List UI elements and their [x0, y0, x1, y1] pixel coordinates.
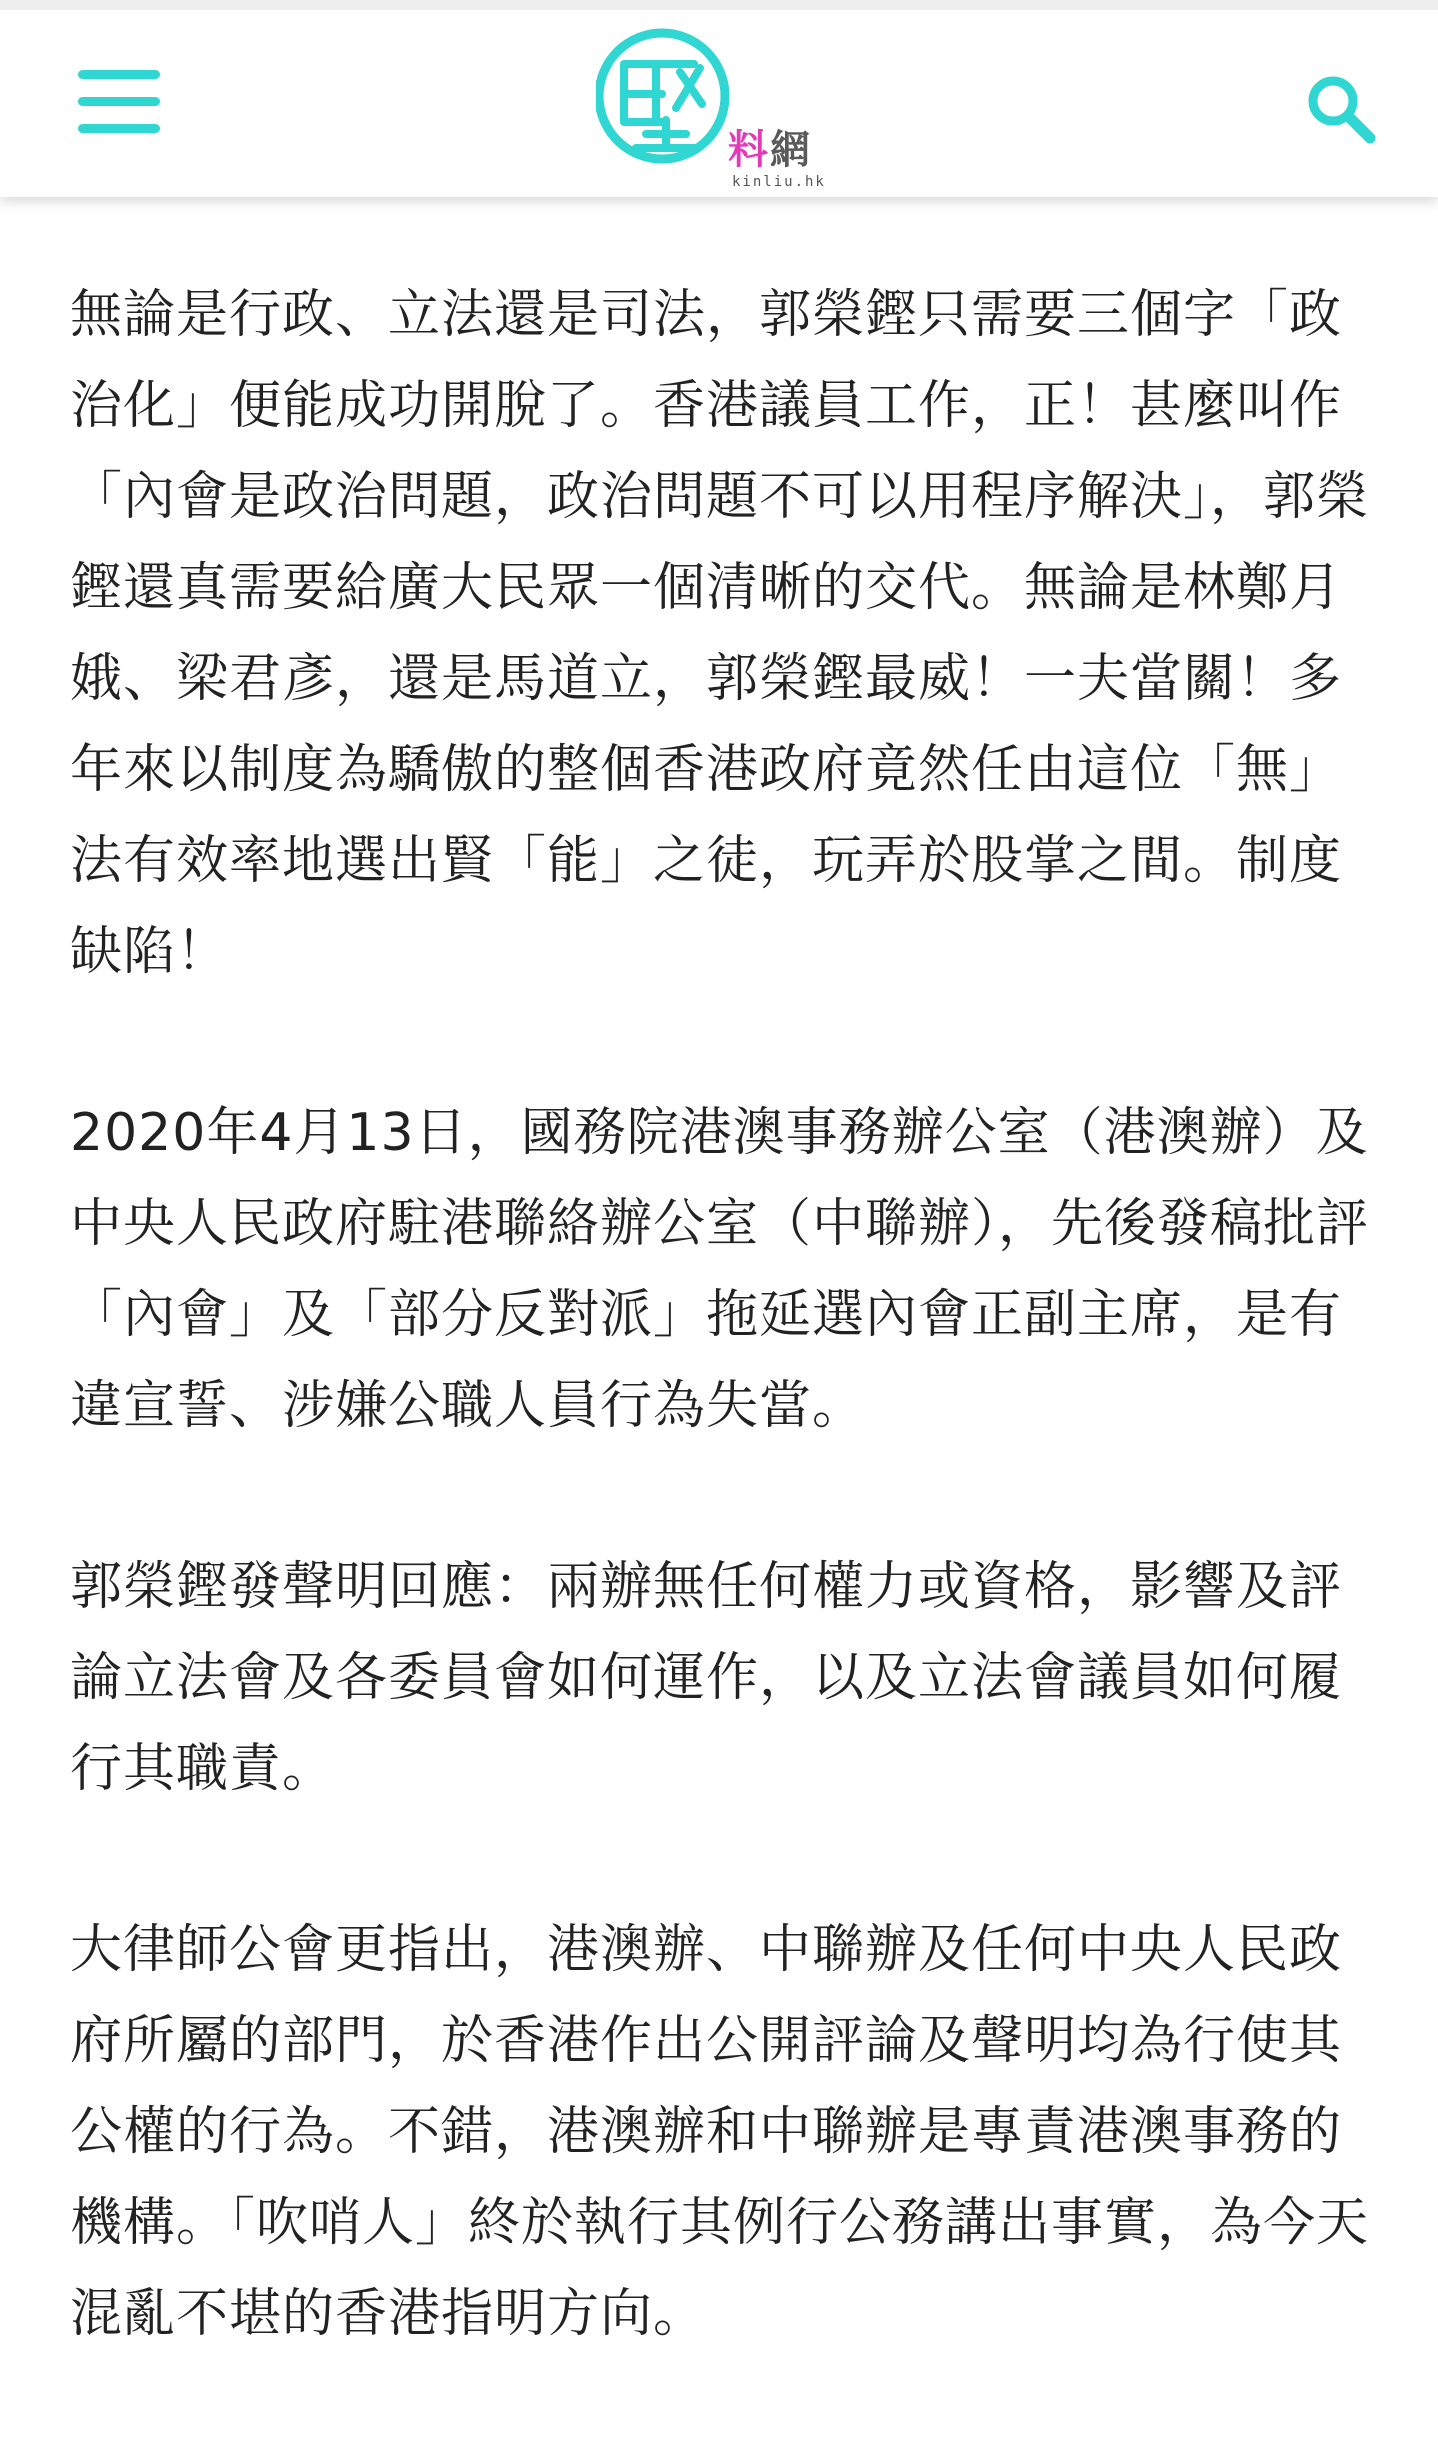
- search-icon[interactable]: [1304, 72, 1378, 146]
- logo-text-right: 網: [770, 127, 810, 173]
- article-paragraph: 大律師公會更指出，港澳辦、中聯辦及任何中央人民政府所屬的部門，於香港作出公開評論及聲明均為行使其公權的行為。不錯，港澳辦和中聯辦是專責港澳事務的機構。「吹哨人」終於執行其例行公務講出事實，為今天混亂不堪的香港指明方向。: [70, 1920, 1370, 2344]
- hamburger-menu-icon[interactable]: [78, 68, 160, 134]
- article-paragraph: 無論是行政、立法還是司法，郭榮鏗只需要三個字「政治化」便能成功開脫了。香港議員工作，正！甚麼叫作「內會是政治問題，政治問題不可以用程序解決」，郭榮鏗還真需要給廣大民眾一個清晰的交代。無論是林鄭月娥、梁君彥，還是馬道立，郭榮鏗最威！一夫當關！多年來以制度為驕傲的整個香港政府竟然任由這位「無」法有效率地選出賢「能」之徒，玩弄於股掌之間。制度缺陷！: [70, 285, 1370, 982]
- menu-line: [78, 97, 160, 106]
- top-navigation-bar: [0, 0, 1438, 197]
- article-body: [70, 270, 1370, 2450]
- logo-text-left: 料: [728, 127, 768, 173]
- site-logo[interactable]: [596, 24, 846, 199]
- menu-line: [78, 124, 160, 133]
- menu-line: [78, 70, 160, 79]
- article-paragraph: 郭榮鏗發聲明回應：兩辦無任何權力或資格，影響及評論立法會及各委員會如何運作，以及立法會議員如何履行其職責。: [70, 1557, 1343, 1799]
- logo-domain: kinliu.hk: [732, 174, 826, 190]
- logo-text: [728, 128, 810, 172]
- article-paragraph: 2020年4月13日，國務院港澳事務辦公室（港澳辦）及中央人民政府駐港聯絡辦公室（中聯辦），先後發稿批評「內會」及「部分反對派」拖延選內會正副主席，是有違宣誓、涉嫌公職人員行為失當。: [70, 1103, 1370, 1436]
